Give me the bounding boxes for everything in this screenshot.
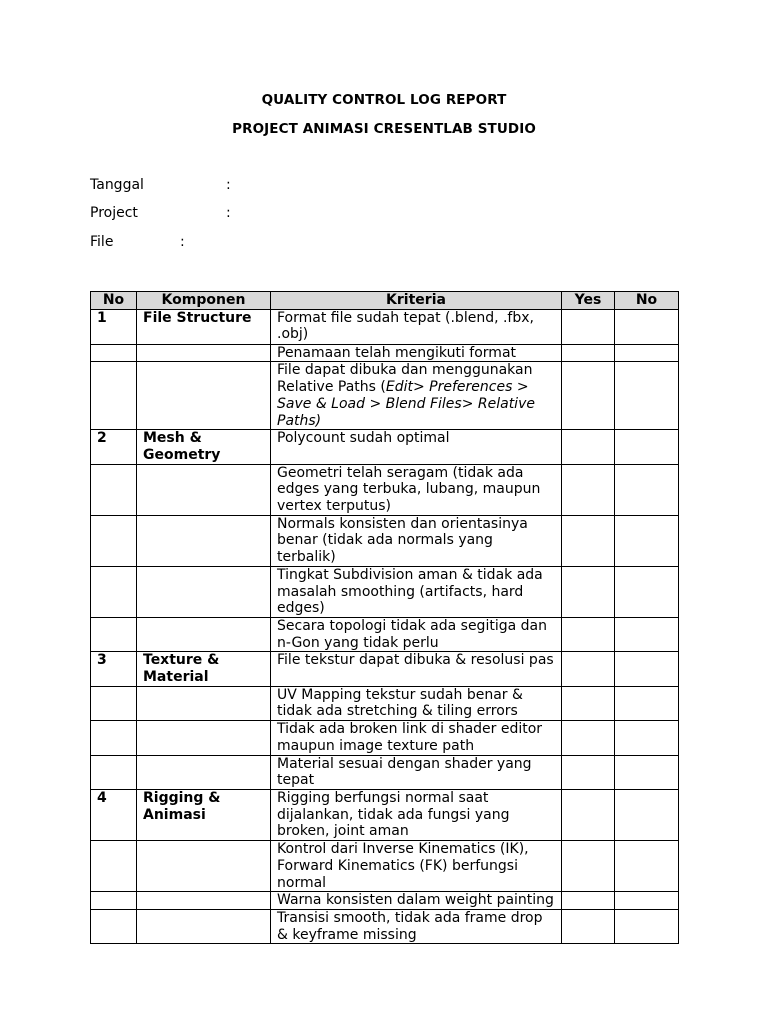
qc-table [90, 291, 679, 944]
tanggal-colon: : [226, 177, 231, 193]
no-cell[interactable] [615, 789, 679, 840]
row-component [137, 686, 271, 720]
criteria-text: File dapat dibuka dan menggunakan Relative Paths ( [277, 362, 533, 396]
no-cell[interactable] [615, 892, 679, 910]
table-row [91, 892, 679, 910]
row-criteria: Tidak ada broken link di shader editor maupun image texture path [271, 721, 562, 755]
row-component [137, 362, 271, 430]
no-cell[interactable] [615, 430, 679, 464]
header-yes: Yes [562, 292, 615, 310]
table-row [91, 309, 679, 344]
table-row [91, 617, 679, 651]
row-number [91, 892, 137, 910]
yes-cell[interactable] [562, 464, 615, 515]
yes-cell[interactable] [562, 721, 615, 755]
row-component [137, 566, 271, 617]
yes-cell[interactable] [562, 362, 615, 430]
table-row [91, 755, 679, 789]
table-row [91, 652, 679, 686]
row-number [91, 909, 137, 943]
criteria-path-text: Edit> Preferences > Save & Load > Blend Files> Relative Paths) [277, 379, 535, 429]
row-number: 3 [91, 652, 137, 686]
yes-cell[interactable] [562, 909, 615, 943]
row-criteria: Tingkat Subdivision aman & tidak ada masalah smoothing (artifacts, hard edges) [271, 566, 562, 617]
yes-cell[interactable] [562, 652, 615, 686]
yes-cell[interactable] [562, 789, 615, 840]
row-number [91, 617, 137, 651]
row-component [137, 892, 271, 910]
project-label: Project [90, 205, 138, 221]
table-row [91, 909, 679, 943]
tanggal-label: Tanggal [90, 177, 144, 193]
table-row [91, 566, 679, 617]
row-criteria: Kontrol dari Inverse Kinematics (IK), Forward Kinematics (FK) berfungsi normal [271, 841, 562, 892]
no-cell[interactable] [615, 721, 679, 755]
yes-cell[interactable] [562, 430, 615, 464]
yes-cell[interactable] [562, 515, 615, 566]
row-number [91, 755, 137, 789]
row-criteria: File tekstur dapat dibuka & resolusi pas [271, 652, 562, 686]
table-row [91, 344, 679, 362]
table-row [91, 841, 679, 892]
project-field [90, 205, 231, 221]
row-criteria: Rigging berfungsi normal saat dijalankan, tidak ada fungsi yang broken, joint aman [271, 789, 562, 840]
tanggal-field [90, 177, 231, 193]
row-criteria: Material sesuai dengan shader yang tepat [271, 755, 562, 789]
file-label: File [90, 234, 114, 250]
row-number: 2 [91, 430, 137, 464]
row-component: Texture & Material [137, 652, 271, 686]
row-criteria: Geometri telah seragam (tidak ada edges yang terbuka, lubang, maupun vertex terputus) [271, 464, 562, 515]
row-number [91, 464, 137, 515]
yes-cell[interactable] [562, 841, 615, 892]
table-row [91, 686, 679, 720]
row-component [137, 464, 271, 515]
row-criteria: Warna konsisten dalam weight painting [271, 892, 562, 910]
report-title: QUALITY CONTROL LOG REPORT [261, 92, 507, 108]
no-cell[interactable] [615, 617, 679, 651]
row-number [91, 721, 137, 755]
file-colon: : [180, 234, 185, 250]
no-cell[interactable] [615, 566, 679, 617]
file-field [90, 234, 185, 250]
row-criteria [271, 362, 562, 430]
row-component [137, 617, 271, 651]
table-header-row [91, 292, 679, 310]
row-number [91, 362, 137, 430]
table-row [91, 430, 679, 464]
row-component: File Structure [137, 309, 271, 344]
yes-cell[interactable] [562, 566, 615, 617]
row-component [137, 721, 271, 755]
row-number [91, 841, 137, 892]
header-komponen: Komponen [137, 292, 271, 310]
row-component [137, 515, 271, 566]
no-cell[interactable] [615, 309, 679, 344]
row-component [137, 841, 271, 892]
row-number: 1 [91, 309, 137, 344]
project-colon: : [226, 205, 231, 221]
no-cell[interactable] [615, 909, 679, 943]
row-number [91, 344, 137, 362]
header-no: No [91, 292, 137, 310]
yes-cell[interactable] [562, 617, 615, 651]
row-component: Rigging & Animasi [137, 789, 271, 840]
header-no-answer: No [615, 292, 679, 310]
table-row [91, 515, 679, 566]
table-row [91, 362, 679, 430]
row-criteria: Penamaan telah mengikuti format [271, 344, 562, 362]
no-cell[interactable] [615, 755, 679, 789]
no-cell[interactable] [615, 344, 679, 362]
no-cell[interactable] [615, 464, 679, 515]
row-component: Mesh & Geometry [137, 430, 271, 464]
row-criteria: Format file sudah tepat (.blend, .fbx, .obj) [271, 309, 562, 344]
row-component [137, 755, 271, 789]
no-cell[interactable] [615, 362, 679, 430]
row-component [137, 909, 271, 943]
row-criteria: Secara topologi tidak ada segitiga dan n-Gon yang tidak perlu [271, 617, 562, 651]
row-criteria: UV Mapping tekstur sudah benar & tidak ada stretching & tiling errors [271, 686, 562, 720]
yes-cell[interactable] [562, 755, 615, 789]
yes-cell[interactable] [562, 309, 615, 344]
row-number [91, 686, 137, 720]
no-cell[interactable] [615, 652, 679, 686]
row-number: 4 [91, 789, 137, 840]
yes-cell[interactable] [562, 892, 615, 910]
row-component [137, 344, 271, 362]
table-row [91, 721, 679, 755]
yes-cell[interactable] [562, 686, 615, 720]
row-criteria: Normals konsisten dan orientasinya benar (tidak ada normals yang terbalik) [271, 515, 562, 566]
row-number [91, 566, 137, 617]
row-criteria: Polycount sudah optimal [271, 430, 562, 464]
yes-cell[interactable] [562, 344, 615, 362]
no-cell[interactable] [615, 841, 679, 892]
row-number [91, 515, 137, 566]
no-cell[interactable] [615, 515, 679, 566]
row-criteria: Transisi smooth, tidak ada frame drop & keyframe missing [271, 909, 562, 943]
no-cell[interactable] [615, 686, 679, 720]
project-title: PROJECT ANIMASI CRESENTLAB STUDIO [232, 121, 536, 137]
table-row [91, 464, 679, 515]
table-row [91, 789, 679, 840]
header-kriteria: Kriteria [271, 292, 562, 310]
